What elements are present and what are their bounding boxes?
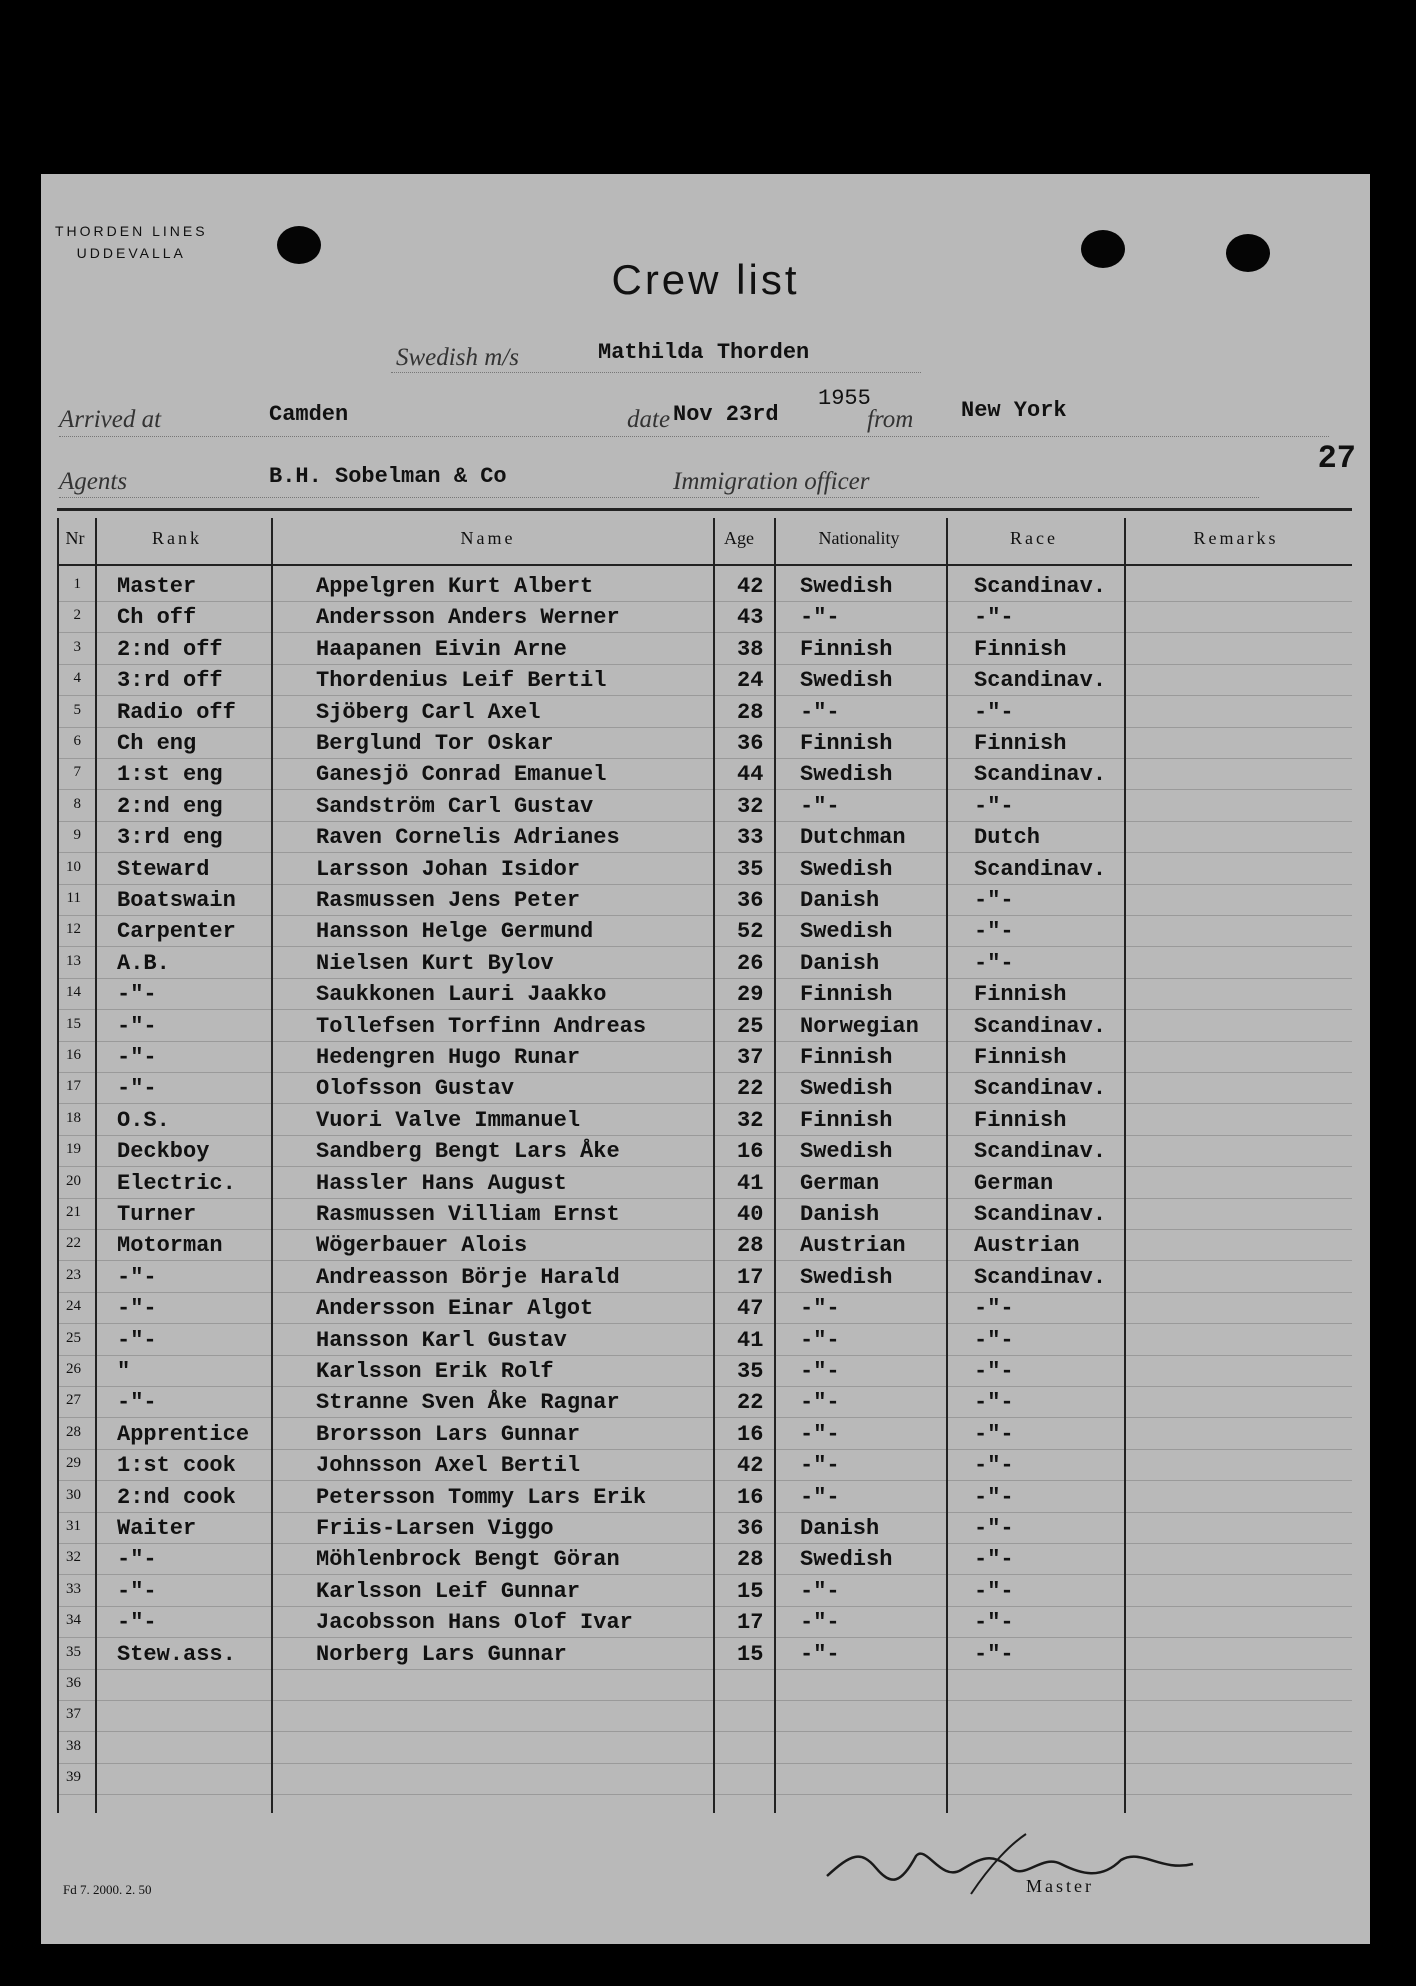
table-row	[57, 1732, 1352, 1764]
nationality-cell: Swedish	[800, 1139, 893, 1165]
table-row	[57, 1041, 1352, 1073]
rank-cell: Deckboy	[117, 1139, 210, 1165]
table-row	[57, 1575, 1352, 1607]
race-cell: Scandinav.	[974, 1202, 1107, 1227]
nationality-cell: Danish	[800, 1516, 880, 1541]
vessel-line	[391, 372, 921, 373]
row-number: 35	[66, 1643, 81, 1660]
table-row	[57, 1135, 1352, 1167]
race-cell: -"-	[974, 793, 1014, 819]
vessel-name: Mathilda Thorden	[598, 340, 810, 365]
race-cell: Finnish	[974, 982, 1067, 1008]
name-cell: Sandberg Bengt Lars Åke	[316, 1139, 620, 1165]
name-cell: Sjöberg Carl Axel	[316, 699, 541, 725]
name-cell: Nielsen Kurt Bylov	[316, 950, 554, 976]
table-row	[57, 601, 1352, 633]
age-cell: 42	[737, 574, 764, 599]
name-cell: Rasmussen Villiam Ernst	[316, 1202, 620, 1227]
name-cell: Karlsson Erik Rolf	[316, 1359, 554, 1384]
name-cell: Hedengren Hugo Runar	[316, 1045, 581, 1070]
race-cell: -"-	[974, 1359, 1014, 1384]
row-number: 2	[73, 607, 81, 624]
date-label: date	[627, 406, 671, 433]
table-row	[57, 1763, 1352, 1795]
nationality-cell: -"-	[800, 699, 840, 725]
name-cell: Friis-Larsen Viggo	[316, 1516, 554, 1541]
table-row	[57, 1606, 1352, 1638]
table-row	[57, 1543, 1352, 1575]
row-number: 22	[66, 1235, 81, 1252]
race-cell: Finnish	[974, 636, 1067, 662]
nationality-cell: -"-	[800, 1421, 840, 1447]
table-row	[57, 633, 1352, 665]
table-row	[57, 1324, 1352, 1356]
row-number: 31	[66, 1518, 81, 1534]
race-cell: German	[974, 1170, 1054, 1196]
race-cell: Scandinav.	[974, 762, 1107, 788]
table-row	[57, 1198, 1352, 1230]
row-number: 25	[66, 1329, 81, 1346]
name-cell: Ganesjö Conrad Emanuel	[316, 762, 607, 788]
race-cell: Scandinav.	[974, 1013, 1107, 1039]
rank-cell: Ch off	[117, 605, 197, 631]
age-cell: 36	[737, 888, 764, 913]
nationality-cell: -"-	[800, 1359, 840, 1384]
nationality-cell: -"-	[800, 1610, 840, 1636]
race-cell: -"-	[974, 605, 1014, 631]
age-cell: 16	[737, 1484, 764, 1510]
nationality-cell: Danish	[800, 950, 880, 976]
nationality-cell: -"-	[800, 605, 840, 631]
age-cell: 38	[737, 636, 764, 662]
agents-line	[59, 497, 1259, 498]
race-cell: -"-	[974, 1453, 1014, 1479]
race-cell: Finnish	[974, 1107, 1067, 1133]
name-cell: Rasmussen Jens Peter	[316, 888, 581, 913]
row-number: 14	[66, 984, 81, 1001]
row-number: 29	[66, 1455, 81, 1472]
table-row	[57, 1638, 1352, 1670]
name-cell: Hansson Karl Gustav	[316, 1327, 567, 1353]
rank-cell: -"-	[117, 1013, 157, 1039]
row-number: 6	[73, 733, 81, 749]
age-cell: 15	[737, 1578, 764, 1604]
rank-cell: "	[117, 1359, 131, 1384]
age-cell: 24	[737, 668, 764, 694]
table-row	[57, 758, 1352, 790]
race-cell: Scandinav.	[974, 1076, 1107, 1102]
column-divider	[95, 518, 97, 1813]
row-number: 19	[66, 1141, 81, 1158]
nationality-cell: Danish	[800, 888, 880, 913]
rank-cell: 2:nd eng	[117, 793, 223, 819]
nationality-cell: -"-	[800, 1453, 840, 1479]
nationality-cell: -"-	[800, 1327, 840, 1353]
race-cell: Finnish	[974, 731, 1067, 756]
name-cell: Johnsson Axel Bertil	[316, 1453, 581, 1479]
row-number: 9	[73, 827, 81, 844]
rank-cell: 2:nd off	[117, 636, 223, 662]
rank-cell: -"-	[117, 1390, 157, 1416]
agents-value: B.H. Sobelman & Co	[269, 464, 507, 489]
row-number: 38	[66, 1737, 81, 1754]
race-cell: -"-	[974, 1390, 1014, 1416]
rank-cell: Carpenter	[117, 919, 236, 945]
document-title: Crew list	[611, 256, 800, 303]
name-cell: Appelgren Kurt Albert	[316, 574, 594, 599]
age-cell: 15	[737, 1641, 764, 1667]
crew-list-sheet	[41, 174, 1370, 1944]
race-cell: -"-	[974, 1421, 1014, 1447]
name-cell: Andersson Einar Algot	[316, 1296, 594, 1322]
age-cell: 33	[737, 825, 764, 851]
name-cell: Andreasson Börje Harald	[316, 1264, 620, 1290]
immigration-label: Immigration officer	[673, 468, 870, 495]
from-value: New York	[961, 398, 1067, 423]
race-cell: -"-	[974, 1610, 1014, 1636]
rank-cell: 2:nd cook	[117, 1484, 236, 1510]
name-cell: Vuori Valve Immanuel	[316, 1107, 581, 1133]
age-cell: 43	[737, 605, 764, 631]
table-row	[57, 1261, 1352, 1293]
race-cell: -"-	[974, 1578, 1014, 1604]
nationality-cell: -"-	[800, 793, 840, 819]
row-number: 10	[66, 858, 81, 875]
nationality-cell: Swedish	[800, 1547, 893, 1573]
row-number: 33	[66, 1580, 81, 1597]
nationality-cell: Swedish	[800, 762, 893, 788]
rank-cell: Ch eng	[117, 731, 197, 756]
name-cell: Thordenius Leif Bertil	[316, 668, 607, 694]
age-cell: 28	[737, 1233, 764, 1259]
race-cell: -"-	[974, 1516, 1014, 1541]
name-cell: Stranne Sven Åke Ragnar	[316, 1390, 620, 1416]
race-cell: -"-	[974, 888, 1014, 913]
row-number: 11	[66, 890, 81, 906]
age-cell: 44	[737, 762, 764, 788]
name-cell: Brorsson Lars Gunnar	[316, 1421, 581, 1447]
age-cell: 42	[737, 1453, 764, 1479]
race-cell: Scandinav.	[974, 574, 1107, 599]
table-row	[57, 853, 1352, 885]
table-row	[57, 915, 1352, 947]
table-row	[57, 1292, 1352, 1324]
table-row	[57, 947, 1352, 979]
nationality-cell: Swedish	[800, 1076, 893, 1102]
row-number: 27	[66, 1392, 81, 1409]
name-cell: Hassler Hans August	[316, 1170, 567, 1196]
age-cell: 47	[737, 1296, 764, 1322]
age-cell: 29	[737, 982, 764, 1008]
age-cell: 36	[737, 731, 764, 756]
nationality-cell: Swedish	[800, 1264, 893, 1290]
header-remarks: Remarks	[1193, 528, 1279, 548]
header-name: Name	[460, 528, 516, 548]
rank-cell: 3:rd eng	[117, 825, 223, 851]
rank-cell: -"-	[117, 1578, 157, 1604]
nationality-cell: Finnish	[800, 1045, 893, 1070]
column-divider	[57, 518, 59, 1813]
column-divider	[946, 518, 948, 1813]
row-number: 8	[73, 795, 81, 812]
race-cell: Finnish	[974, 1045, 1067, 1070]
column-divider	[271, 518, 273, 1813]
age-cell: 36	[737, 1516, 764, 1541]
age-cell: 35	[737, 1359, 764, 1384]
race-cell: -"-	[974, 950, 1014, 976]
nationality-cell: -"-	[800, 1641, 840, 1667]
race-cell: Dutch	[974, 825, 1041, 851]
row-number: 37	[66, 1706, 81, 1723]
table-row	[57, 884, 1352, 916]
race-cell: -"-	[974, 1484, 1014, 1510]
rank-cell: -"-	[117, 1045, 157, 1070]
table-row	[57, 1512, 1352, 1544]
row-number: 7	[73, 764, 81, 781]
race-cell: -"-	[974, 1296, 1014, 1322]
rank-cell: 1:st eng	[117, 762, 223, 788]
rank-cell: Radio off	[117, 699, 236, 725]
arrived-line	[59, 436, 1329, 437]
row-number: 28	[66, 1423, 81, 1440]
table-row	[57, 1700, 1352, 1732]
header-rule	[57, 564, 1352, 566]
company-name: THORDEN LINES	[55, 223, 208, 239]
row-number: 13	[66, 952, 81, 969]
rank-cell: A.B.	[117, 950, 170, 976]
row-number: 23	[66, 1266, 81, 1283]
row-number: 36	[66, 1675, 81, 1691]
name-cell: Olofsson Gustav	[316, 1076, 515, 1102]
signature-label: Master	[1026, 1876, 1094, 1896]
age-cell: 16	[737, 1421, 764, 1447]
header-nr: Nr	[65, 528, 85, 548]
name-cell: Petersson Tommy Lars Erik	[316, 1484, 647, 1510]
column-divider	[713, 518, 715, 1813]
nationality-cell: Dutchman	[800, 825, 906, 851]
nationality-cell: -"-	[800, 1390, 840, 1416]
table-row	[57, 821, 1352, 853]
row-number: 15	[66, 1015, 81, 1032]
table-row	[57, 1229, 1352, 1261]
age-cell: 28	[737, 699, 764, 725]
nationality-cell: Finnish	[800, 636, 893, 662]
race-cell: Austrian	[974, 1233, 1080, 1259]
rank-cell: Stew.ass.	[117, 1641, 236, 1667]
name-cell: Möhlenbrock Bengt Göran	[316, 1547, 620, 1573]
agents-label: Agents	[59, 468, 128, 495]
row-number: 39	[66, 1769, 81, 1786]
arrived-value: Camden	[269, 402, 349, 427]
rank-cell: 1:st cook	[117, 1453, 236, 1479]
rank-cell: -"-	[117, 1327, 157, 1353]
row-number: 21	[66, 1204, 81, 1220]
table-row	[57, 1072, 1352, 1104]
row-number: 12	[66, 921, 81, 938]
row-number: 5	[73, 701, 81, 718]
nationality-cell: Swedish	[800, 919, 893, 945]
race-cell: Scandinav.	[974, 1139, 1107, 1165]
age-cell: 32	[737, 1107, 764, 1133]
header-age: Age	[724, 528, 754, 548]
age-cell: 41	[737, 1327, 764, 1353]
name-cell: Tollefsen Torfinn Andreas	[316, 1013, 647, 1039]
nationality-cell: Swedish	[800, 574, 893, 599]
table-row	[57, 696, 1352, 728]
nationality-cell: Finnish	[800, 1107, 893, 1133]
name-cell: Berglund Tor Oskar	[316, 731, 554, 756]
race-cell: -"-	[974, 1327, 1014, 1353]
nationality-cell: Swedish	[800, 856, 893, 882]
age-cell: 16	[737, 1139, 764, 1165]
name-cell: Norberg Lars Gunnar	[316, 1641, 567, 1667]
rank-cell: -"-	[117, 1076, 157, 1102]
column-divider	[1124, 518, 1126, 1813]
rank-cell: O.S.	[117, 1107, 170, 1133]
race-cell: -"-	[974, 1547, 1014, 1573]
row-number: 20	[66, 1172, 81, 1189]
form-code: Fd 7. 2000. 2. 50	[63, 1882, 152, 1897]
age-cell: 41	[737, 1170, 764, 1196]
table-row	[57, 1669, 1352, 1701]
age-cell: 26	[737, 950, 764, 976]
rank-cell: -"-	[117, 1610, 157, 1636]
race-cell: Scandinav.	[974, 1264, 1107, 1290]
name-cell: Haapanen Eivin Arne	[316, 636, 567, 662]
row-number: 18	[66, 1109, 81, 1126]
age-cell: 25	[737, 1013, 764, 1039]
table-row	[57, 1449, 1352, 1481]
nationality-cell: -"-	[800, 1296, 840, 1322]
rank-cell: 3:rd off	[117, 668, 223, 694]
company-city: UDDEVALLA	[76, 245, 186, 261]
name-cell: Andersson Anders Werner	[316, 605, 620, 631]
row-number: 24	[66, 1298, 81, 1315]
row-number: 17	[66, 1078, 81, 1095]
table-row	[57, 1355, 1352, 1387]
age-cell: 32	[737, 793, 764, 819]
table-row	[57, 1010, 1352, 1042]
row-number: 16	[66, 1047, 81, 1063]
table-top-rule	[57, 508, 1352, 511]
nationality-cell: Swedish	[800, 668, 893, 694]
table-row	[57, 790, 1352, 822]
rank-cell: -"-	[117, 1296, 157, 1322]
race-cell: -"-	[974, 919, 1014, 945]
nationality-cell: Norwegian	[800, 1013, 919, 1039]
row-number: 34	[66, 1612, 81, 1629]
rank-cell: -"-	[117, 1264, 157, 1290]
nationality-cell: German	[800, 1170, 880, 1196]
age-cell: 28	[737, 1547, 764, 1573]
rank-cell: Motorman	[117, 1233, 223, 1259]
name-cell: Saukkonen Lauri Jaakko	[316, 982, 607, 1008]
age-cell: 22	[737, 1390, 764, 1416]
table-row	[57, 570, 1352, 602]
nationality-cell: Austrian	[800, 1233, 906, 1259]
row-number: 30	[66, 1486, 81, 1503]
name-cell: Hansson Helge Germund	[316, 919, 594, 945]
name-cell: Karlsson Leif Gunnar	[316, 1578, 581, 1604]
table-row	[57, 1167, 1352, 1199]
rank-cell: Apprentice	[117, 1421, 250, 1447]
from-label: from	[867, 406, 914, 433]
name-cell: Wögerbauer Alois	[316, 1233, 528, 1259]
vessel-label: Swedish m/s	[396, 344, 519, 371]
age-cell: 22	[737, 1076, 764, 1102]
page-number: 27	[1317, 440, 1356, 477]
master-signature	[821, 1824, 1201, 1904]
rank-cell: Turner	[117, 1202, 197, 1227]
rank-cell: Waiter	[117, 1516, 197, 1541]
date-value: Nov 23rd	[673, 402, 779, 427]
race-cell: -"-	[974, 1641, 1014, 1667]
table-row	[57, 1104, 1352, 1136]
age-cell: 52	[737, 919, 764, 945]
nationality-cell: Danish	[800, 1202, 880, 1227]
row-number: 3	[73, 638, 81, 655]
age-cell: 35	[737, 856, 764, 882]
rank-cell: Boatswain	[117, 888, 236, 913]
header-nationality: Nationality	[818, 528, 900, 548]
nationality-cell: -"-	[800, 1484, 840, 1510]
race-cell: -"-	[974, 699, 1014, 725]
row-number: 32	[66, 1549, 81, 1566]
name-cell: Sandström Carl Gustav	[316, 793, 594, 819]
age-cell: 17	[737, 1610, 764, 1636]
rank-cell: Electric.	[117, 1170, 236, 1196]
rank-cell: Master	[117, 574, 197, 599]
age-cell: 40	[737, 1202, 764, 1227]
table-row	[57, 727, 1352, 759]
table-row	[57, 664, 1352, 696]
year-value: 1955	[818, 386, 871, 411]
nationality-cell: Finnish	[800, 731, 893, 756]
nationality-cell: Finnish	[800, 982, 893, 1008]
header-race: Race	[1010, 528, 1058, 548]
name-cell: Jacobsson Hans Olof Ivar	[316, 1610, 633, 1636]
rank-cell: Steward	[117, 856, 210, 882]
nationality-cell: -"-	[800, 1578, 840, 1604]
table-row	[57, 1386, 1352, 1418]
race-cell: Scandinav.	[974, 856, 1107, 882]
age-cell: 37	[737, 1045, 764, 1070]
race-cell: Scandinav.	[974, 668, 1107, 694]
name-cell: Raven Cornelis Adrianes	[316, 825, 620, 851]
arrived-label: Arrived at	[59, 406, 162, 433]
header-rank: Rank	[152, 528, 202, 548]
row-number: 1	[73, 576, 81, 592]
table-row	[57, 978, 1352, 1010]
name-cell: Larsson Johan Isidor	[316, 856, 581, 882]
row-number: 26	[66, 1361, 81, 1377]
column-divider	[774, 518, 776, 1813]
row-number: 4	[73, 670, 81, 687]
table-row	[57, 1481, 1352, 1513]
age-cell: 17	[737, 1264, 764, 1290]
table-row	[57, 1418, 1352, 1450]
rank-cell: -"-	[117, 1547, 157, 1573]
rank-cell: -"-	[117, 982, 157, 1008]
